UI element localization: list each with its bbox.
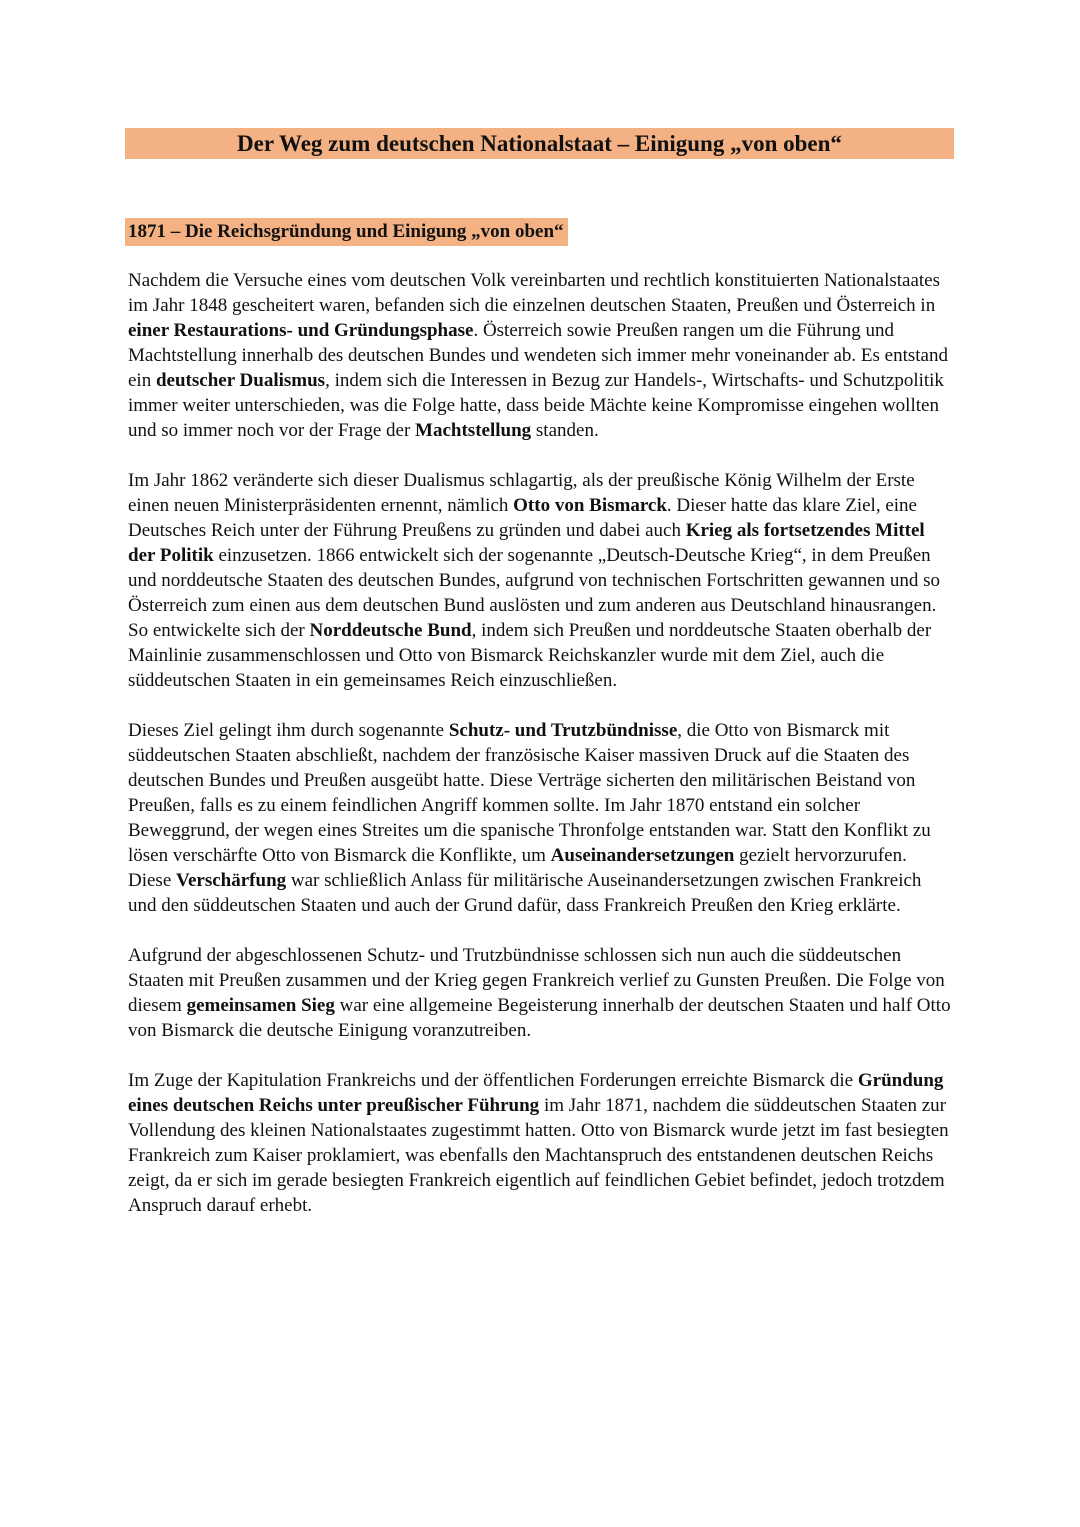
text-run: . Österreich sowie Preußen rangen um die Führung und Machtstellung innerhalb des deutschen Bundes und wendeten sich immer mehr voneinander ab. Es entstand ein — [128, 320, 948, 391]
text-run: . Dieser hatte das klare Ziel, eine Deutsches Reich unter der Führung Preußens zu gründen und dabei auch — [128, 495, 917, 541]
bold-term: einer Restaurations- und Gründungsphase — [128, 320, 474, 341]
text-run: , indem sich Preußen und norddeutsche Staaten oberhalb der Mainlinie zusammenschlossen und Otto von Bismarck Reichskanzler wurde mit dem Ziel, auch die süddeutschen Staaten in ein gemeinsames Reich einzuschließen. — [128, 620, 932, 691]
paragraph-4 — [128, 943, 954, 1043]
text-run: war eine allgemeine Begeisterung innerhalb der deutschen Staaten und half Otto von Bismarck die deutsche Einigung voranzutreiben. — [128, 995, 951, 1041]
text-run: war schließlich Anlass für militärische Auseinandersetzungen zwischen Frankreich und den süddeutschen Staaten und auch der Grund dafür, dass Frankreich Preußen den Krieg erklärte. — [128, 870, 922, 916]
text-run: , die Otto von Bismarck mit süddeutschen Staaten abschließt, nachdem der französische Kaiser massiven Druck auf die Staaten des deutschen Bundes und Preußen ausgeübt hatte. Diese Verträge sicherten den militärischen Beistand von Preußen, falls es zu einem feindlichen Angriff kommen sollte. Im Jahr 1870 entstand ein solcher Beweggrund, der wegen eines Streites um die spanische Thronfolge entstanden war. Statt den Konflikt zu lösen verschärfte Otto von Bismarck die Konflikte, um — [128, 720, 931, 866]
paragraph-3 — [128, 718, 954, 918]
bold-term: Schutz- und Trutzbündnisse — [448, 720, 678, 741]
bold-term: Verschärfung — [176, 870, 287, 891]
bold-term: Norddeutsche Bund — [309, 620, 472, 641]
text-run: Nachdem die Versuche eines vom deutschen Volk vereinbarten und rechtlich konstituierten Nationalstaates im Jahr 1848 gescheitert waren, befanden sich die einzelnen deutschen Staaten, Preußen und Österreich in — [128, 270, 941, 316]
paragraph-5 — [128, 1068, 954, 1218]
text-run: standen. — [531, 420, 599, 441]
text-run: Im Jahr 1862 veränderte sich dieser Dualismus schlagartig, als der preußische König Wilhelm der Erste einen neuen Ministerpräsidenten ernennt, nämlich — [128, 470, 915, 516]
text-run: , indem sich die Interessen in Bezug zur Handels-, Wirtschafts- und Schutzpolitik immer weiter unterschieden, was die Folge hatte, dass beide Mächte keine Kompromisse eingehen wollten und so immer noch vor der Frage der — [128, 370, 944, 441]
bold-term: Machtstellung — [415, 420, 532, 441]
section-heading: 1871 – Die Reichsgründung und Einigung „von oben“ — [125, 218, 568, 246]
bold-term: Otto von Bismarck — [513, 495, 667, 516]
text-run: Aufgrund der abgeschlossenen Schutz- und Trutzbündnisse schlossen sich nun auch die süddeutschen Staaten mit Preußen zusammen und der Krieg gegen Frankreich verlief zu Gunsten Preußen. Die Folge von diesem — [128, 945, 945, 1016]
text-run: Im Zuge der Kapitulation Frankreichs und der öffentlichen Forderungen erreichte Bismarck die — [128, 1070, 858, 1091]
bold-term: Gründung eines deutschen Reichs unter preußischer Führung — [128, 1070, 944, 1116]
text-run: gezielt hervorzurufen. Diese — [128, 845, 907, 891]
bold-term: deutscher Dualismus — [155, 370, 326, 391]
text-run: im Jahr 1871, nachdem die süddeutschen Staaten zur Vollendung des kleinen Nationalstaates zugestimmt hatten. Otto von Bismarck wurde jetzt im fast besiegten Frankreich zum Kaiser proklamiert, was ebenfalls den Machtanspruch des entstandenen deutschen Reichs zeigt, da er sich im gerade besiegten Frankreich eigentlich auf feindlichen Gebiet befindet, jedoch trotzdem Anspruch darauf erhebt. — [128, 1095, 949, 1216]
bold-term: Krieg als fortsetzendes Mittel der Politik — [128, 520, 925, 566]
paragraph-2 — [128, 468, 954, 693]
page-title: Der Weg zum deutschen Nationalstaat – Einigung „von oben“ — [125, 128, 954, 159]
bold-term: Auseinandersetzungen — [550, 845, 735, 866]
document-body — [128, 268, 954, 1243]
text-run: einzusetzen. 1866 entwickelt sich der sogenannte „Deutsch-Deutsche Krieg“, in dem Preußen und norddeutsche Staaten des deutschen Bundes, aufgrund von technischen Fortschritten gewannen und so Österreich zum einen aus dem deutschen Bund auslösten und zum anderen aus Deutschland hinausrangen. So entwickelte sich der — [128, 545, 941, 641]
bold-term: gemeinsamen Sieg — [186, 995, 335, 1016]
text-run: Dieses Ziel gelingt ihm durch sogenannte — [128, 720, 449, 741]
paragraph-1 — [128, 268, 954, 443]
